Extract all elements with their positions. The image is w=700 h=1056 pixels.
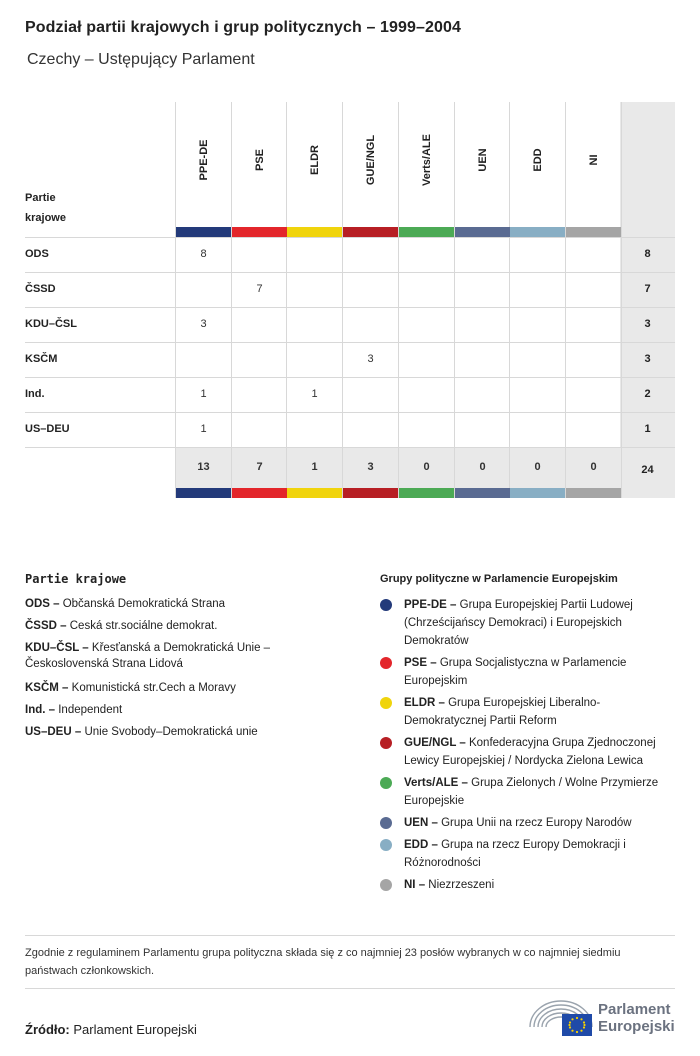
row-party-label: ČSSD — [25, 283, 56, 295]
row-party-label: Ind. — [25, 388, 45, 400]
european-parliament-logo — [528, 997, 678, 1039]
group-color-bar — [566, 227, 621, 237]
group-header-label: NI — [587, 154, 600, 166]
row-header-line-2: krajowe — [25, 212, 66, 224]
divider — [25, 935, 675, 936]
row-divider — [25, 412, 675, 413]
group-header — [455, 102, 510, 227]
legend-party-text: Komunistická str.Cech a Moravy — [71, 682, 236, 694]
legend-group-desc: Grupa Europejskiej Partii Ludowej (Chrześcijańscy Demokraci) i Europejskich Demokratów — [404, 599, 633, 647]
group-color-dot-icon — [380, 839, 392, 851]
legend-party-item — [25, 682, 236, 694]
group-header-label: ELDR — [308, 145, 321, 175]
footnote: Zgodnie z regulaminem Parlamentu grupa polityczna składa się z co najmniej 23 posłów wybranych w co najmniej siedmiu państwach członkowskich. — [25, 947, 621, 977]
row-party-label: KDU–ČSL — [25, 318, 77, 330]
group-color-dot-icon — [380, 777, 392, 789]
legend-group-desc: Grupa Socjalistyczna w Parlamencie Europejskim — [404, 657, 627, 687]
row-divider — [25, 377, 675, 378]
legend-party-text: Ceská str.sociálne demokrat. — [69, 620, 218, 632]
legend-party-text-cont: Československá Strana Lidová — [25, 658, 183, 670]
parliament-emblem-icon — [528, 997, 594, 1039]
row-divider — [25, 342, 675, 343]
legend-party-abbr: KSČM – — [25, 682, 69, 694]
row-divider — [25, 307, 675, 308]
row-party-label: KSČM — [25, 353, 58, 365]
table-cell: 1 — [311, 388, 318, 400]
row-total: 1 — [644, 423, 651, 435]
column-total: 1 — [311, 461, 318, 473]
legend-party-item — [25, 642, 270, 670]
row-total: 3 — [644, 353, 651, 365]
legend-group-text — [404, 654, 674, 690]
group-header — [510, 102, 565, 227]
group-header-label: PPE-DE — [197, 139, 210, 181]
source-text: Parlament Europejski — [73, 1022, 197, 1037]
table-cell: 3 — [367, 353, 374, 365]
column-total: 0 — [590, 461, 597, 473]
column-total: 0 — [423, 461, 430, 473]
group-color-bar-bottom — [287, 488, 342, 498]
group-color-bar-bottom — [343, 488, 398, 498]
grand-total: 24 — [641, 464, 654, 476]
column-divider — [621, 102, 622, 498]
legend-party-item — [25, 726, 258, 738]
legend-party-item — [25, 704, 122, 716]
group-color-bar-bottom — [455, 488, 510, 498]
group-color-dot-icon — [380, 599, 392, 611]
group-header-label: GUE/NGL — [364, 134, 377, 186]
legend-party-text: Křesťanská a Demokratická Unie – — [91, 642, 271, 654]
legend-party-item — [25, 598, 225, 610]
group-header-label: UEN — [476, 148, 489, 172]
legend-group-abbr: GUE/NGL – — [404, 737, 466, 749]
legend-group-abbr: EDD – — [404, 839, 438, 851]
legend-party-text: Občanská Demokratická Strana — [62, 598, 226, 610]
group-color-dot-icon — [380, 657, 392, 669]
legend-group-abbr: UEN – — [404, 817, 438, 829]
column-total: 13 — [197, 461, 210, 473]
legend-party-abbr: US–DEU – — [25, 726, 82, 738]
legend-group-desc: Grupa Unii na rzecz Europy Narodów — [441, 817, 632, 829]
column-total: 0 — [534, 461, 541, 473]
legend-group-abbr: PPE-DE – — [404, 599, 457, 611]
legend-group-text — [404, 814, 674, 832]
group-header — [232, 102, 287, 227]
row-header-label — [25, 188, 66, 228]
row-total: 2 — [644, 388, 651, 400]
row-party-label: ODS — [25, 248, 49, 260]
legend-party-text: Unie Svobody–Demokratická unie — [84, 726, 258, 738]
legend-group-text — [404, 596, 674, 650]
legend-group-desc: Grupa Europejskiej Liberalno-Demokratycznej Partii Reform — [404, 697, 601, 727]
legend-group-abbr: PSE – — [404, 657, 437, 669]
source-line — [25, 1022, 197, 1037]
group-color-bar-bottom — [566, 488, 621, 498]
group-color-bar-bottom — [176, 488, 231, 498]
group-color-dot-icon — [380, 879, 392, 891]
table-cell: 3 — [200, 318, 207, 330]
group-color-bar-bottom — [232, 488, 287, 498]
legend-group-text — [404, 836, 674, 872]
row-header-line-1: Partie — [25, 192, 56, 204]
table-cell: 8 — [200, 248, 207, 260]
group-header-label: Verts/ALE — [420, 134, 433, 186]
legend-group-text — [404, 694, 674, 730]
legend-group-text — [404, 734, 674, 770]
row-divider — [25, 272, 675, 273]
legend-group-desc: Grupa na rzecz Europy Demokracji i Różnorodności — [404, 839, 626, 869]
column-total: 7 — [256, 461, 263, 473]
logo-line-2: Europejski — [598, 1018, 675, 1035]
row-total: 7 — [644, 283, 651, 295]
legend-parties-title: Partie krajowe — [25, 572, 127, 586]
group-color-bar — [287, 227, 342, 237]
group-color-dot-icon — [380, 817, 392, 829]
group-color-bar — [510, 227, 565, 237]
logo-line-1: Parlament — [598, 1001, 671, 1018]
table-cell: 1 — [200, 423, 207, 435]
table-cell: 7 — [256, 283, 263, 295]
group-color-bar — [399, 227, 454, 237]
page-title: Podział partii krajowych i grup politycznych – 1999–2004 — [25, 19, 461, 36]
source-label: Źródło: — [25, 1022, 70, 1037]
group-header — [176, 102, 231, 227]
column-total: 0 — [479, 461, 486, 473]
legend-party-abbr: ODS – — [25, 598, 60, 610]
group-color-bar — [343, 227, 398, 237]
table-cell: 1 — [200, 388, 207, 400]
legend-groups-title: Grupy polityczne w Parlamencie Europejskim — [380, 573, 618, 585]
divider — [25, 988, 675, 989]
group-color-dot-icon — [380, 737, 392, 749]
legend-group-abbr: ELDR – — [404, 697, 445, 709]
legend-party-text: Independent — [58, 704, 123, 716]
group-header-label: EDD — [531, 148, 544, 172]
group-color-bar-bottom — [510, 488, 565, 498]
group-color-dot-icon — [380, 697, 392, 709]
total-column-bg — [620, 102, 675, 498]
party-group-table — [25, 102, 675, 498]
column-total: 3 — [367, 461, 374, 473]
group-header — [287, 102, 342, 227]
group-color-bar-bottom — [399, 488, 454, 498]
legend-party-abbr: ČSSD – — [25, 620, 67, 632]
legend-group-abbr: NI – — [404, 879, 426, 891]
row-divider — [25, 237, 675, 238]
legend-group-desc: Konfederacyjna Grupa Zjednoczonej Lewicy Europejskiej / Nordycka Zielona Lewica — [404, 737, 656, 767]
legend-group-desc: Grupa Zielonych / Wolne Przymierze Europejskie — [404, 777, 659, 807]
group-header — [566, 102, 621, 227]
row-divider — [25, 447, 675, 448]
legend-group-text — [404, 774, 674, 810]
group-header — [399, 102, 454, 227]
row-party-label: US–DEU — [25, 423, 70, 435]
legend-group-abbr: Verts/ALE – — [404, 777, 468, 789]
legend-group-text — [404, 876, 674, 894]
group-color-bar — [176, 227, 231, 237]
group-header — [343, 102, 398, 227]
row-total: 3 — [644, 318, 651, 330]
legend-party-abbr: Ind. – — [25, 704, 56, 716]
legend-group-desc: Niezrzeszeni — [428, 879, 495, 891]
page-subtitle: Czechy – Ustępujący Parlament — [27, 51, 255, 68]
logo-text — [598, 1001, 675, 1035]
legend-party-abbr: KDU–ČSL – — [25, 642, 89, 654]
group-header-label: PSE — [253, 148, 266, 172]
legend-party-item — [25, 620, 217, 632]
row-total: 8 — [644, 248, 651, 260]
group-color-bar — [455, 227, 510, 237]
group-color-bar — [232, 227, 287, 237]
